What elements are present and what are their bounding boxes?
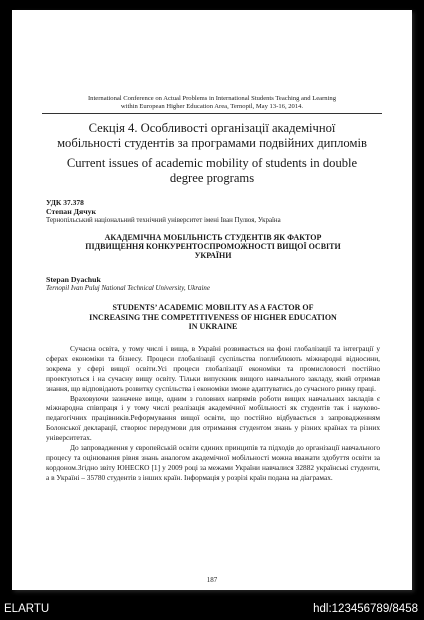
article-body [46, 344, 380, 483]
article-title-uk-line-2: ПІДВИЩЕННЯ КОНКУРЕНТОСПРОМОЖНОСТІ ВИЩОЇ ОСВІТИ [85, 242, 341, 251]
section-title-en [36, 156, 388, 186]
affiliation-en: Ternopil Ivan Puluj National Technical University, Ukraine [46, 285, 210, 292]
affiliation-uk: Тернопільський національний технічний університет імені Іван Пулюя, Україна [46, 217, 281, 224]
body-paragraph: Враховуючи зазначене вище, одним з головних напрямів роботи вищих навчальних закладів є міжнародна співпраця і у тому числі реалізація академічної мобільності як студентів так і науково-педагогічних працівників.Реформування вищої освіти, що постійно відбувається з запровадженням Болонської декларації, створює передумови для отримання студентом знань у різних країнах та різних університетах. [46, 393, 380, 443]
article-title-en-line-1: STUDENTS’ ACADEMIC MOBILITY AS A FACTOR OF [112, 303, 314, 312]
handle-identifier[interactable]: hdl:123456789/8458 [313, 603, 418, 615]
viewer-footer-bar [0, 600, 424, 620]
section-title-uk-line-2: мобільності студентів за програмами подвійних дипломів [57, 135, 367, 150]
section-title-uk [36, 121, 388, 150]
author-name-uk: Степан Дячук [46, 207, 97, 216]
article-title-en-line-2: INCREASING THE COMPETITIVENESS OF HIGHER EDUCATION [89, 312, 337, 322]
repository-name: ELARTU [4, 603, 50, 615]
article-title-uk [46, 233, 380, 260]
conference-header [42, 95, 382, 111]
udc-code: УДК 37.378 [46, 198, 84, 207]
section-title-en-line-2: degree programs [169, 171, 255, 185]
body-paragraph: До запровадження у європейській освіти єдиних принципів та підходів до організації навчального процесу та оцінювання рівня знань аналогом академічної мобільності можна вважати здобуття освіти за кордоном.Згідно звіту ЮНЕСКО [1] у 2009 році за межами України навчалися 32882 українські студенти, а в Україні – 35780 студентів з інших країн. Інформація у розрізі країн подана на діаграмах. [46, 443, 380, 482]
article-title-uk-line-3: УКРАЇНИ [194, 251, 232, 260]
author-name-en: Stepan Dyachuk [46, 275, 101, 284]
section-title-en-line-1: Current issues of academic mobility of students in double [66, 156, 358, 170]
article-title-en [46, 303, 380, 332]
body-paragraph: Сучасна освіта, у тому числі і вища, в Україні розвивається на фоні глобалізації та інтеграції у сферах економіки та бізнесу. Процеси глобалізації суспільства поглиблюють міжнародні відносини, зокрема у сфері вищої освіти.Усі процеси глобалізації економіки та промисловості постійно проектуються і на сучасну вищу освіту. Тільки випускник вищого навчального закладу, який отримав знання, що відповідають розвитку суспільства і економіки зможе адаптуватись до сучасного ринку праці. [46, 344, 380, 393]
conference-line-1: International Conference on Actual Problems in International Students Teaching and Learning [87, 95, 337, 102]
section-title-uk-line-1: Секція 4. Особливості організації академічної [88, 121, 336, 135]
article-title-uk-line-1: АКАДЕМІЧНА МОБІЛЬНІСТЬ СТУДЕНТІВ ЯК ФАКТОР [104, 233, 322, 242]
article-title-en-line-3: IN UKRAINE [188, 322, 238, 331]
page-number: 187 [206, 576, 218, 584]
header-rule [42, 113, 382, 114]
document-page [12, 10, 412, 590]
conference-line-2: within European Higher Education Area, Ternopil, May 13-16, 2014. [120, 103, 304, 110]
